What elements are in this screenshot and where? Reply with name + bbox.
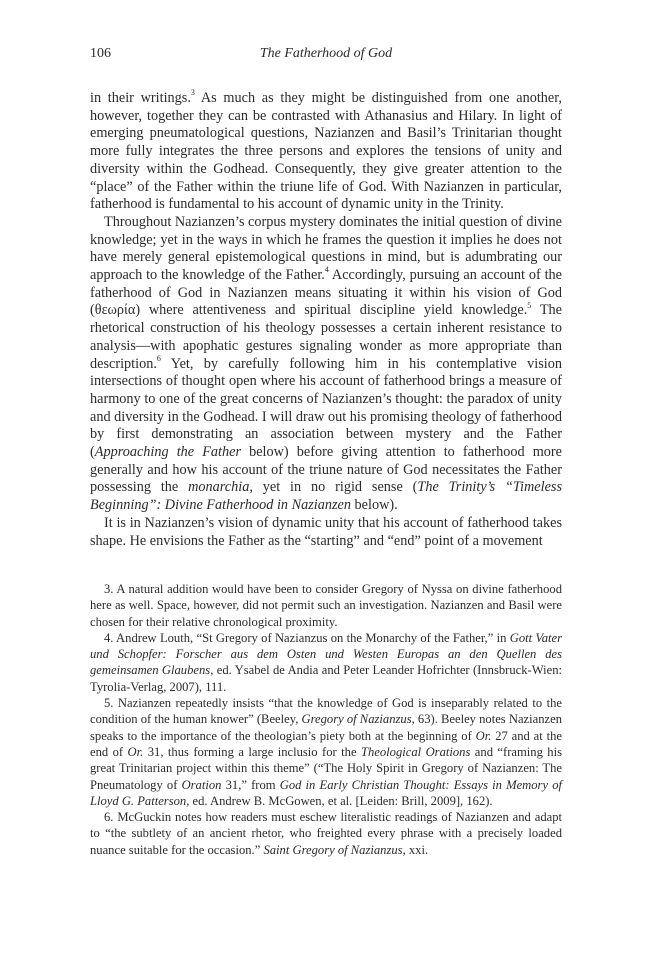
section-reference: The Trinity’s “Timeless Beginning”: Divine Fatherhood in Nazianzen <box>90 479 563 514</box>
text-run: , ed. Ysabel de Andia and Peter Leander Hofrichter (Innsbruck-Wien: Tyrolia-Verlag, 2007), 111. <box>90 663 563 694</box>
page-number: 106 <box>90 46 111 61</box>
text-run: , 63). Beeley notes Nazianzen speaks to the importance of the theologian’s piety both at the beginning of <box>90 712 562 743</box>
italic-title: Oration <box>181 777 222 792</box>
text-run: 4. Andrew Louth, “St Gregory of Nazianzus on the Monarchy of the Father,” in <box>104 630 510 645</box>
text-run: 6. McGuckin notes how readers must eschew literalistic readings of Nazianzen and adapt to “the subtlety of an ancient rhetor, who freighted every phrase with a precisely loaded nuance suitable for the occasion.” <box>90 810 562 857</box>
footnote-ref-6: 6 <box>156 353 161 363</box>
italic-title: Gregory of Nazianzus <box>301 712 412 727</box>
running-header <box>90 46 562 64</box>
italic-title: Gott Vater und Schopfer: Forscher aus dem Osten und Westen Europas an den Quellen des gemeinsamen Glaubens <box>90 630 563 678</box>
paragraph-2 <box>90 214 562 515</box>
footnote-3: 3. A natural addition would have been to consider Gregory of Nyssa on divine fatherhood here as well. Space, however, did not permit such an investigation. Nazianzen and Basil were chosen for their relative chronological proximity. <box>90 582 562 629</box>
text-run: , ed. Andrew B. McGowen, et al. [Leiden: Brill, 2009], 162). <box>186 793 493 808</box>
text-run: Throughout Nazianzen’s corpus mystery dominates the initial question of divine knowledge; yet in the ways in which he frames the question it implies he does not have merely general epistemological questions in mind, but is adumbrating our approach to the knowledge of the Father. <box>90 213 562 284</box>
body-text <box>90 90 562 550</box>
footnote-4 <box>90 630 562 695</box>
text-run: 5. Nazianzen repeatedly insists “that the knowledge of God is inseparably related to the condition of the human knower” (Beeley, <box>90 696 562 727</box>
paragraph-3: It is in Nazianzen’s vision of dynamic unity that his account of fatherhood takes shape. He envisions the Father as the “starting” and “end” point of a movement <box>90 514 562 549</box>
text-run: , yet in no rigid sense ( <box>249 479 418 496</box>
text-run: 27 and at the end of <box>90 728 562 759</box>
italic-term: monarchia <box>188 479 250 496</box>
text-run: Yet, by carefully following him in his contemplative vision intersections of thought open where his account of fatherhood brings a measure of harmony to one of the great concerns of Nazianzen’s thought: the paradox of unity and diversity in the Godhead. I will draw out his promising theology of fatherhood by first demonstrating an association between mystery and the Father ( <box>90 355 562 461</box>
text-run: 31, thus forming a large inclusio for the <box>143 744 361 759</box>
footnote-6 <box>90 809 562 858</box>
text-run: The rhetorical construction of his theology possesses a certain inherent resistance to analysis—with apophatic gestures signaling wonder as more appropriate than description. <box>90 302 562 372</box>
italic-title: Or. <box>475 728 492 743</box>
running-title: The Fatherhood of God <box>259 46 393 61</box>
text-run: and “framing his great Trinitarian project within this theme” (“The Holy Spirit in Gregory of Nazianzen: The Pneumatology of <box>90 744 563 792</box>
text-run: in their writings. <box>90 90 191 106</box>
italic-title: Theological Orations <box>360 744 471 759</box>
text-run: , xxi. <box>402 842 429 857</box>
section-reference: Approaching the Father <box>94 444 242 461</box>
footnote-ref-4: 4 <box>324 265 329 275</box>
text-run: Accordingly, pursuing an account of the fatherhood of God in Nazianzen means situating it within his vision of God (θεωρία) where attentiveness and spiritual discipline yield knowledge. <box>90 267 563 319</box>
text-run: below) before giving attention to fatherhood more generally and how his account of the triune nature of God necessitates the Father possessing the <box>90 444 562 496</box>
text-run: As much as they might be distinguished from one another, however, together they can be contrasted with Athanasius and Hilary. In light of emerging pneumatological questions, Nazianzen and Basil’s Trinitarian thought more fully integrates the three persons and explores the tensions of unity and diversity within the Godhead. Consequently, they give greater attention to the “place” of the Father within the triune life of God. With Nazianzen in particular, fatherhood is fundamental to his account of dynamic unity in the Trinity. <box>90 90 562 213</box>
text-run: below). <box>350 497 398 514</box>
italic-title: Or. <box>127 744 144 759</box>
italic-title: God in Early Christian Thought: Essays in Memory of Lloyd G. Patterson <box>90 777 562 808</box>
paragraph-1 <box>90 90 562 214</box>
text-run: 31,” from <box>221 777 280 792</box>
footnote-ref-3: 3 <box>190 88 195 98</box>
footnotes <box>90 581 562 858</box>
footnote-ref-5: 5 <box>527 300 532 310</box>
italic-title: Saint Gregory of Nazianzus <box>263 842 403 857</box>
footnote-5 <box>90 695 562 809</box>
